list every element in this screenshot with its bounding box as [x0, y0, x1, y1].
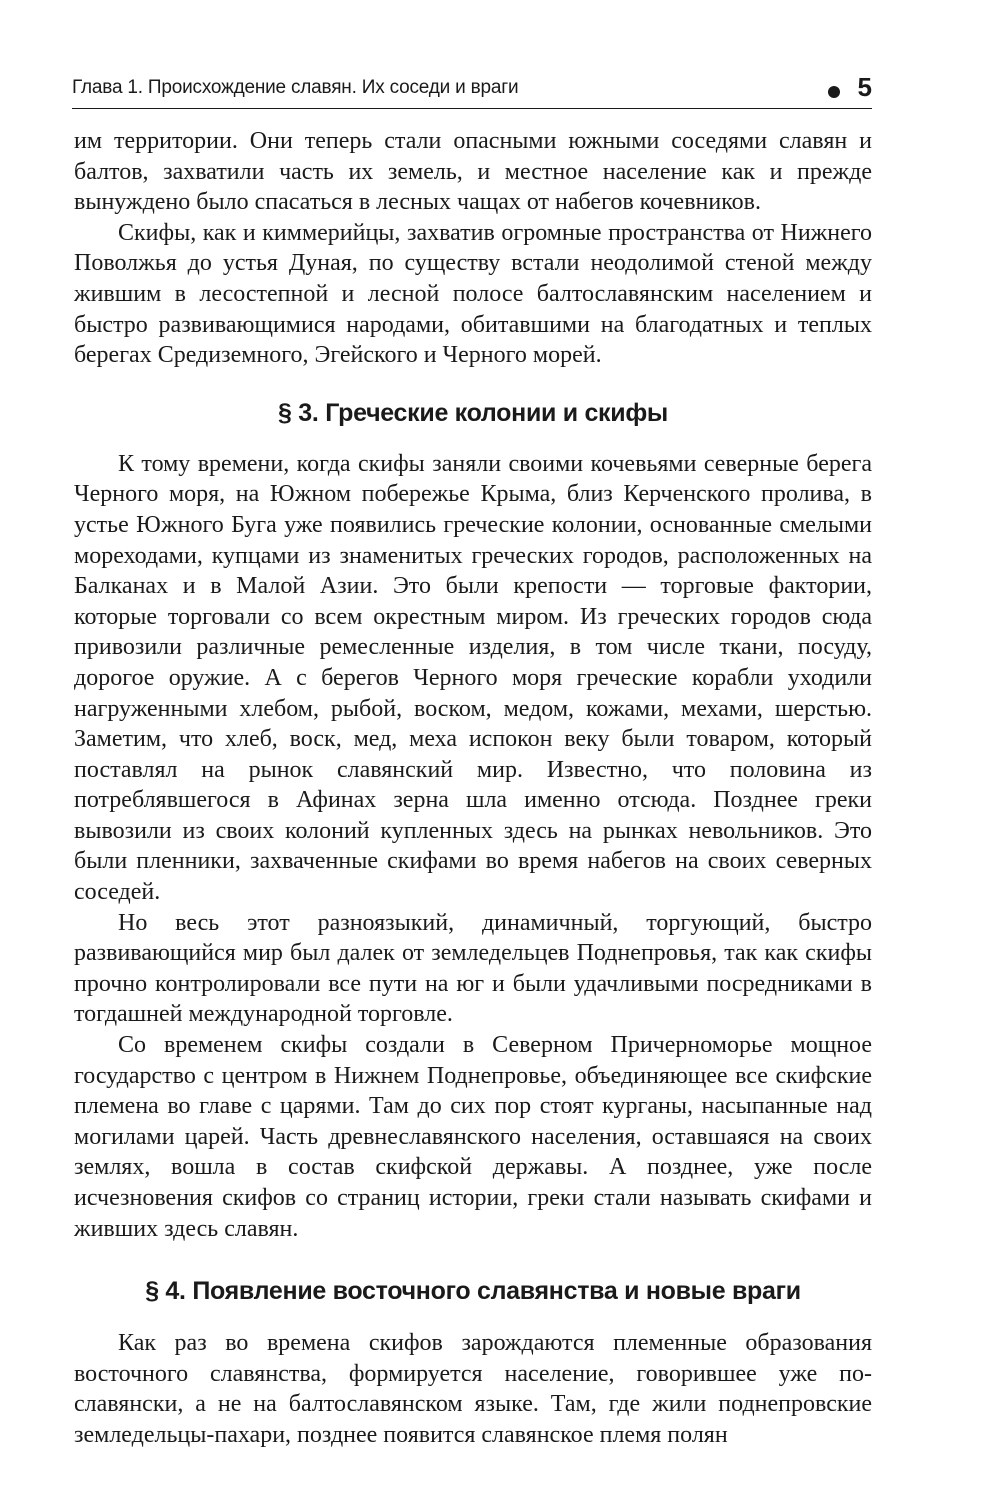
page-number: 5: [857, 72, 872, 102]
running-head: [72, 74, 872, 104]
paragraph: Со временем скифы создали в Северном Причерноморье мощное государство с центром в Нижнем Поднепровье, объединяющее все скифские племена во главе с царями. Там до сих пор стоят курганы, насыпанные над могилами царей. Часть древнеславянского населения, оставшаяся на своих землях, вошла в состав скифской державы. А позднее, уже после исчезновения скифов со страниц истории, греки стали называть скифами и живших здесь славян.: [74, 1032, 872, 1242]
section-heading: § 3. Греческие колонии и скифы: [278, 398, 668, 427]
page-body: [74, 126, 872, 1451]
paragraph: Скифы, как и киммерийцы, захватив огромные пространства от Нижнего Поволжья до устья Дуная, по существу встали неодолимой стеной между жившим в лесостепной и лесной полосе балтославянским населением и быстро развивающимися народами, обитавшими на благодатных и теплых берегах Средиземного, Эгейского и Черного морей.: [74, 219, 872, 369]
header-rule: [72, 108, 872, 109]
bullet-separator: [828, 86, 840, 98]
chapter-title: Глава 1. Происхождение славян. Их соседи и враги: [72, 77, 519, 98]
paragraph: К тому времени, когда скифы заняли своими кочевьями северные берега Черного моря, на Южном побережье Крыма, близ Керченского пролива, в устье Южного Буга уже появились греческие колонии, основанные смелыми мореходами, купцами из знаменитых греческих городов, расположенных на Балканах и в Малой Азии. Это были крепости — торговые фактории, которые торговали со всем окрестным миром. Из греческих городов сюда привозили различные ремесленные изделия, в том числе ткани, посуду, дорогое оружие. А с берегов Черного моря греческие корабли уходили нагруженными хлебом, рыбой, воском, медом, кожами, мехами, шерстью. Заметим, что хлеб, воск, мед, меха испокон веку были товаром, который поставлял на рынок славянский мир. Известно, что половина из потреблявшегося в Афинах зерна шла именно отсюда. Позднее греки вывозили из своих колоний купленных здесь на рынках невольников. Это были пленники, захваченные скифами во время набегов на своих северных соседей.: [74, 450, 872, 906]
section-heading: § 4. Появление восточного славянства и новые враги: [145, 1277, 801, 1306]
paragraph: им территории. Они теперь стали опасными южными соседями славян и балтов, захватили часть их земель, и местное население как и прежде вынуждено было спасаться в лесных чащах от набегов кочевников.: [74, 128, 872, 216]
paragraph: Но весь этот разноязыкий, динамичный, торгующий, быстро развивающийся мир был далек от земледельцев Поднепровья, так как скифы прочно контролировали все пути на юг и были удачливыми посредниками в тогдашней международной торговле.: [74, 909, 872, 1028]
paragraph: Как раз во времена скифов зарождаются племенные образования восточного славянства, формируется население, говорившее уже по-славянски, а не на балтославянском языке. Там, где жили поднепровские земледельцы-пахари, позднее появится славянское племя полян: [74, 1330, 872, 1448]
